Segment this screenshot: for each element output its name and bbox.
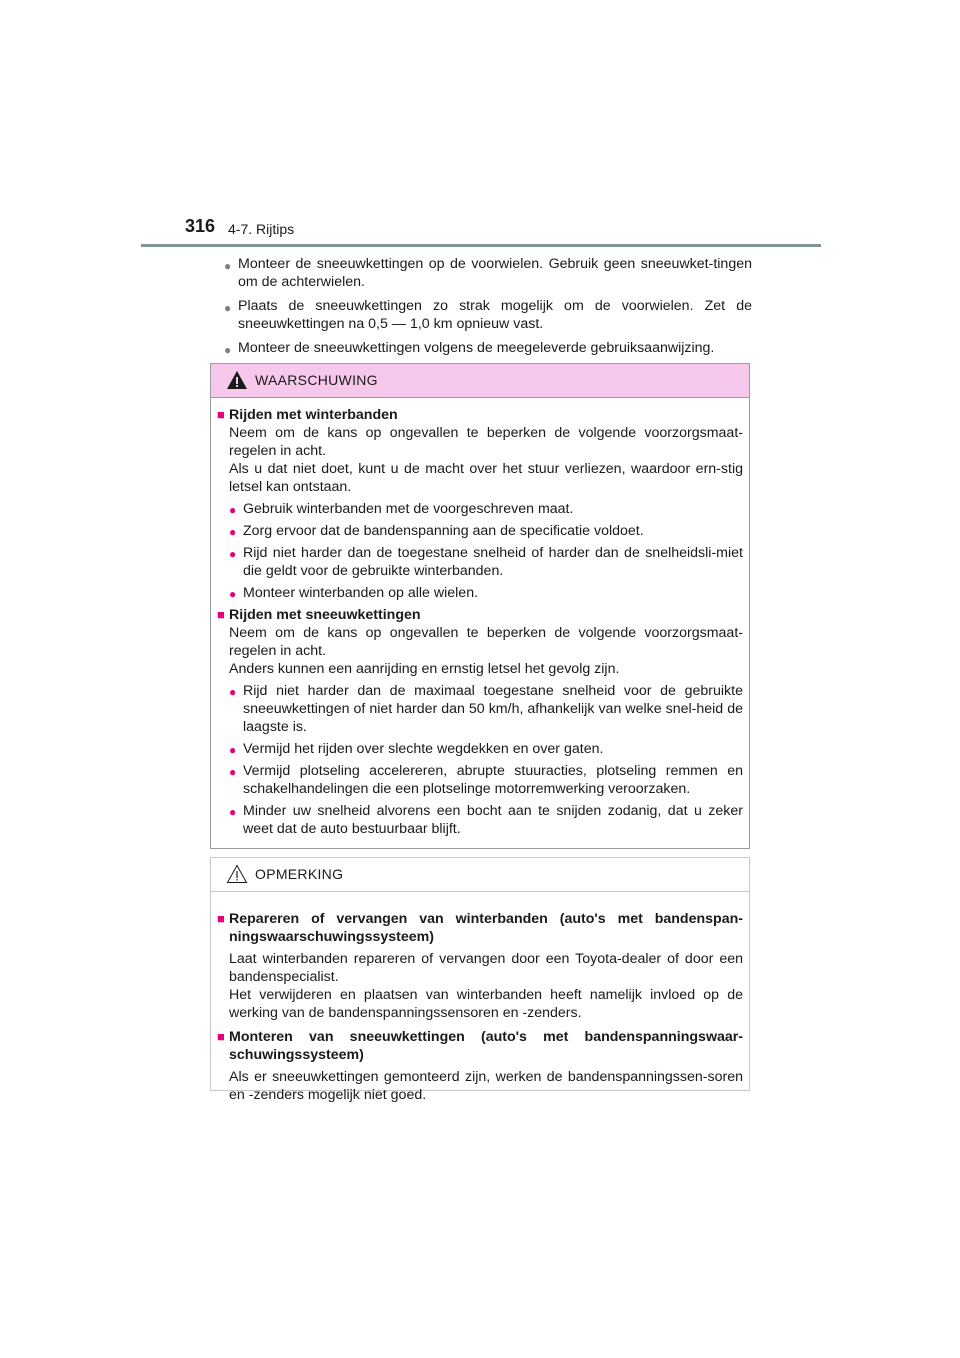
note-box: [210, 857, 750, 1103]
bullet-icon: ●: [229, 587, 237, 601]
bullet-icon: ●: [229, 765, 237, 779]
paragraph: Anders kunnen een aanrijding en ernstig letsel het gevolg zijn.: [229, 661, 620, 677]
bullet-icon: ●: [229, 547, 237, 561]
note-section: ■ Repareren of vervangen van winterbanden (auto's met bandenspan-ningswaarschuwingssysteem): [217, 911, 743, 945]
list-item: ● Vermijd het rijden over slechte wegdekken en over gaten.: [229, 741, 604, 757]
warning-title: WAARSCHUWING: [255, 372, 378, 388]
warning-header: [211, 364, 749, 398]
paragraph: Neem om de kans op ongevallen te beperken de volgende voorzorgsmaat-regelen in acht.: [229, 425, 743, 459]
caution-triangle-icon: [226, 864, 248, 884]
square-bullet-icon: ■: [217, 607, 225, 622]
square-bullet-icon: ■: [217, 1029, 225, 1044]
list-item: ● Monteer de sneeuwkettingen volgens de meegeleverde gebruiksaanwijzing.: [224, 340, 715, 357]
paragraph: Als u dat niet doet, kunt u de macht over het stuur verliezen, waardoor ern-stig letsel kan ontstaan.: [229, 461, 743, 495]
warning-section: ■ Rijden met winterbanden: [217, 407, 398, 423]
warning-section: ■ Rijden met sneeuwkettingen: [217, 607, 421, 623]
bullet-icon: ●: [229, 685, 237, 699]
bullet-icon: ●: [224, 259, 232, 273]
paragraph: Het verwijderen en plaatsen van winterbanden heeft namelijk invloed op de werking van de bandenspanningssensoren en -zenders.: [229, 987, 743, 1021]
list-item: ● Rijd niet harder dan de toegestane snelheid of harder dan de snelheidsli-miet die geldt voor de gebruikte winterbanden.: [229, 545, 743, 579]
warning-triangle-icon: [226, 370, 248, 390]
note-section: ■ Monteren van sneeuwkettingen (auto's met bandenspanningswaar-schuwingssysteem): [217, 1029, 743, 1063]
bullet-icon: ●: [229, 743, 237, 757]
list-item: ● Monteer winterbanden op alle wielen.: [229, 585, 479, 601]
bullet-icon: ●: [224, 301, 232, 315]
square-bullet-icon: ■: [217, 407, 225, 422]
page-number: 316: [185, 216, 216, 236]
bullet-icon: ●: [229, 503, 237, 517]
bullet-icon: ●: [229, 805, 237, 819]
note-title: OPMERKING: [255, 866, 344, 882]
warning-box: [210, 363, 750, 849]
list-item: ● Rijd niet harder dan de maximaal toegestane snelheid voor de gebruikte sneeuwkettingen of niet harder dan 50 km/h, afhankelijk van welke snel-heid de laagste is.: [229, 683, 743, 735]
note-header: [211, 858, 749, 892]
header-divider: [141, 244, 821, 247]
square-bullet-icon: ■: [217, 911, 225, 926]
list-item: ● Plaats de sneeuwkettingen zo strak mogelijk om de voorwielen. Zet de sneeuwkettingen na 0,5 — 1,0 km opnieuw vast.: [224, 298, 752, 332]
paragraph: Neem om de kans op ongevallen te beperken de volgende voorzorgsmaat-regelen in acht.: [229, 625, 743, 659]
list-item: ● Monteer de sneeuwkettingen op de voorwielen. Gebruik geen sneeuwket-tingen om de achterwielen.: [224, 256, 752, 290]
list-item: ● Gebruik winterbanden met de voorgeschreven maat.: [229, 501, 574, 517]
list-item: ● Vermijd plotseling accelereren, abrupte stuuracties, plotseling remmen en schakelhandelingen die een plotselinge motorremwerking veroorzaken.: [229, 763, 743, 797]
bullet-icon: ●: [229, 525, 237, 539]
list-item: ● Minder uw snelheid alvorens een bocht aan te snijden zodanig, dat u zeker weet dat de auto bestuurbaar blijft.: [229, 803, 743, 837]
bullet-icon: ●: [224, 343, 232, 357]
paragraph: Laat winterbanden repareren of vervangen door een Toyota-dealer of door een bandenspecialist.: [229, 951, 743, 985]
instruction-list: [224, 255, 752, 363]
section-title: 4-7. Rijtips: [228, 221, 295, 237]
list-item: ● Zorg ervoor dat de bandenspanning aan de specificatie voldoet.: [229, 523, 644, 539]
paragraph: Als er sneeuwkettingen gemonteerd zijn, werken de bandenspanningssen-soren en -zenders mogelijk niet goed.: [229, 1069, 743, 1103]
